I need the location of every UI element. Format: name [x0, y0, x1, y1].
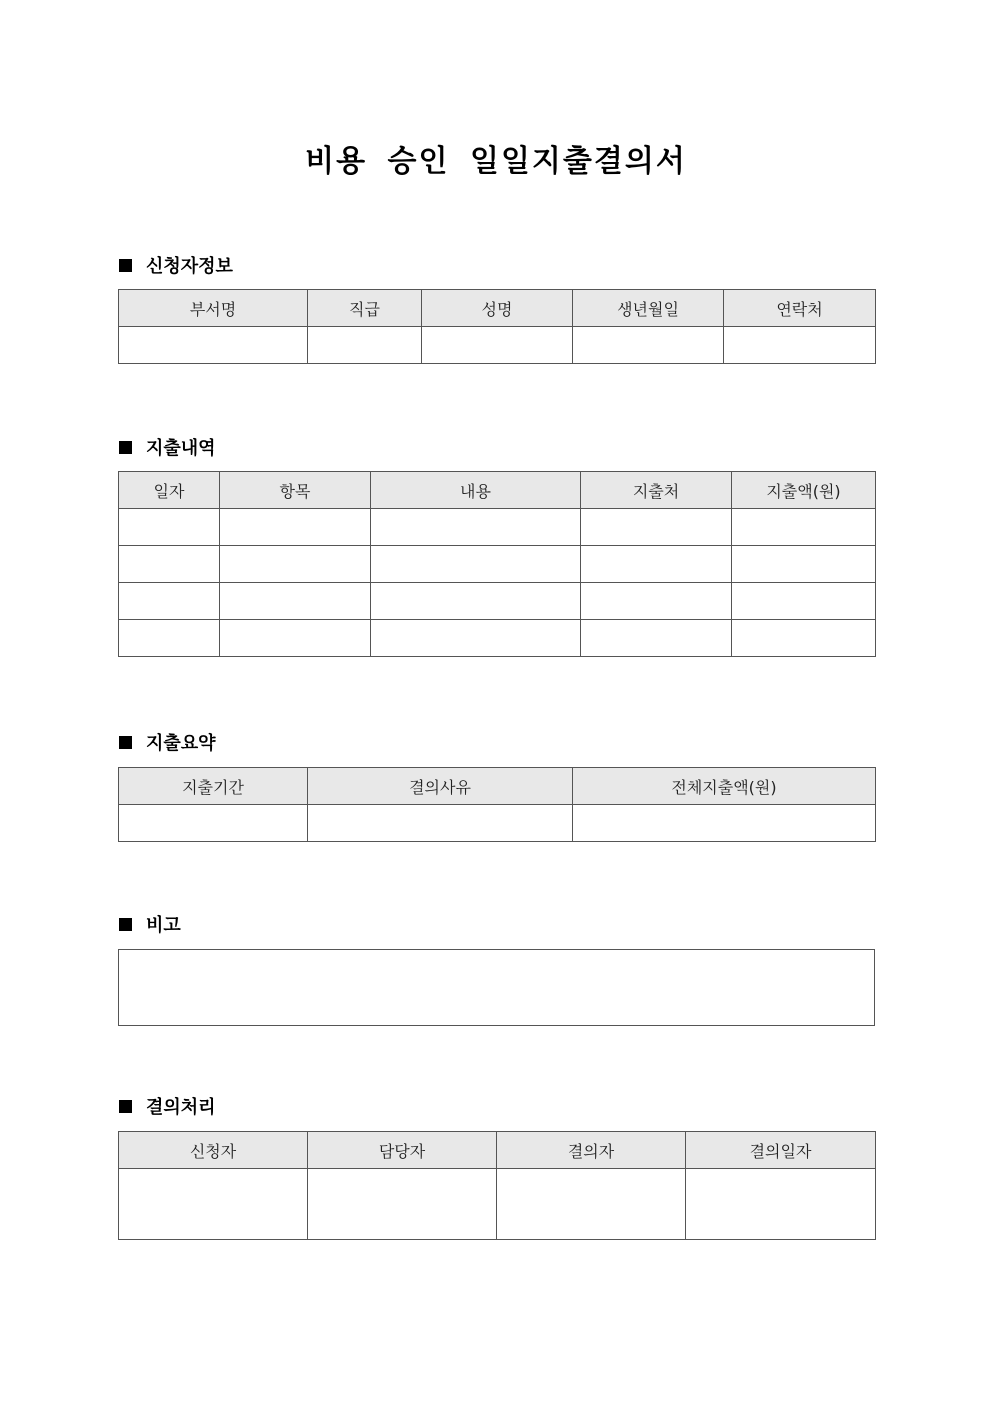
column-header-vendor: 지출처	[581, 472, 732, 509]
amount-field[interactable]	[732, 509, 876, 546]
column-header-contact: 연락처	[724, 290, 876, 327]
vendor-field[interactable]	[581, 620, 732, 657]
column-header-content: 내용	[371, 472, 581, 509]
period-field[interactable]	[119, 805, 308, 842]
approval-date-field[interactable]	[686, 1169, 876, 1240]
item-field[interactable]	[220, 620, 371, 657]
square-bullet-icon	[119, 736, 132, 749]
birthdate-field[interactable]	[573, 327, 724, 364]
content-field[interactable]	[371, 546, 581, 583]
column-header-period: 지출기간	[119, 768, 308, 805]
applicant-info-table	[118, 289, 876, 364]
vendor-field[interactable]	[581, 583, 732, 620]
table-row	[119, 620, 876, 657]
column-header-date: 일자	[119, 472, 220, 509]
table-header-row	[119, 472, 876, 509]
date-field[interactable]	[119, 509, 220, 546]
amount-field[interactable]	[732, 546, 876, 583]
column-header-applicant: 신청자	[119, 1132, 308, 1169]
table-header-row	[119, 768, 876, 805]
square-bullet-icon	[119, 259, 132, 272]
vendor-field[interactable]	[581, 509, 732, 546]
item-field[interactable]	[220, 546, 371, 583]
table-row	[119, 509, 876, 546]
vendor-field[interactable]	[581, 546, 732, 583]
table-row	[119, 1169, 876, 1240]
table-header-row	[119, 1132, 876, 1169]
remarks-field[interactable]	[118, 949, 875, 1026]
table-row	[119, 583, 876, 620]
reason-field[interactable]	[308, 805, 573, 842]
approval-table	[118, 1131, 876, 1240]
amount-field[interactable]	[732, 620, 876, 657]
content-field[interactable]	[371, 509, 581, 546]
section-heading-label: 지출내역	[146, 438, 216, 459]
column-header-name: 성명	[422, 290, 573, 327]
section-heading-label: 비고	[146, 915, 181, 936]
table-row	[119, 805, 876, 842]
applicant-signature-field[interactable]	[119, 1169, 308, 1240]
total-amount-field[interactable]	[573, 805, 876, 842]
date-field[interactable]	[119, 546, 220, 583]
position-field[interactable]	[308, 327, 422, 364]
column-header-total: 전체지출액(원)	[573, 768, 876, 805]
square-bullet-icon	[119, 1100, 132, 1113]
document-title: 비용 승인 일일지출결의서	[305, 144, 687, 179]
expense-details-table	[118, 471, 876, 657]
column-header-amount: 지출액(원)	[732, 472, 876, 509]
section-heading-applicant	[119, 253, 233, 277]
section-heading-label: 신청자정보	[146, 256, 233, 277]
column-header-approver: 결의자	[497, 1132, 686, 1169]
column-header-birthdate: 생년월일	[573, 290, 724, 327]
department-field[interactable]	[119, 327, 308, 364]
section-heading-remarks	[119, 912, 181, 936]
table-header-row	[119, 290, 876, 327]
item-field[interactable]	[220, 583, 371, 620]
content-field[interactable]	[371, 583, 581, 620]
approver-signature-field[interactable]	[497, 1169, 686, 1240]
column-header-item: 항목	[220, 472, 371, 509]
column-header-position: 직급	[308, 290, 422, 327]
amount-field[interactable]	[732, 583, 876, 620]
name-field[interactable]	[422, 327, 573, 364]
contact-field[interactable]	[724, 327, 876, 364]
column-header-reason: 결의사유	[308, 768, 573, 805]
section-heading-approval	[119, 1094, 216, 1118]
square-bullet-icon	[119, 441, 132, 454]
column-header-approval-date: 결의일자	[686, 1132, 876, 1169]
table-row	[119, 546, 876, 583]
section-heading-label: 결의처리	[146, 1097, 216, 1118]
table-row	[119, 327, 876, 364]
section-heading-summary	[119, 730, 216, 754]
column-header-department: 부서명	[119, 290, 308, 327]
date-field[interactable]	[119, 620, 220, 657]
expense-summary-table	[118, 767, 876, 842]
column-header-manager: 담당자	[308, 1132, 497, 1169]
section-heading-label: 지출요약	[146, 733, 216, 754]
square-bullet-icon	[119, 918, 132, 931]
content-field[interactable]	[371, 620, 581, 657]
item-field[interactable]	[220, 509, 371, 546]
section-heading-expenses	[119, 435, 216, 459]
date-field[interactable]	[119, 583, 220, 620]
manager-signature-field[interactable]	[308, 1169, 497, 1240]
